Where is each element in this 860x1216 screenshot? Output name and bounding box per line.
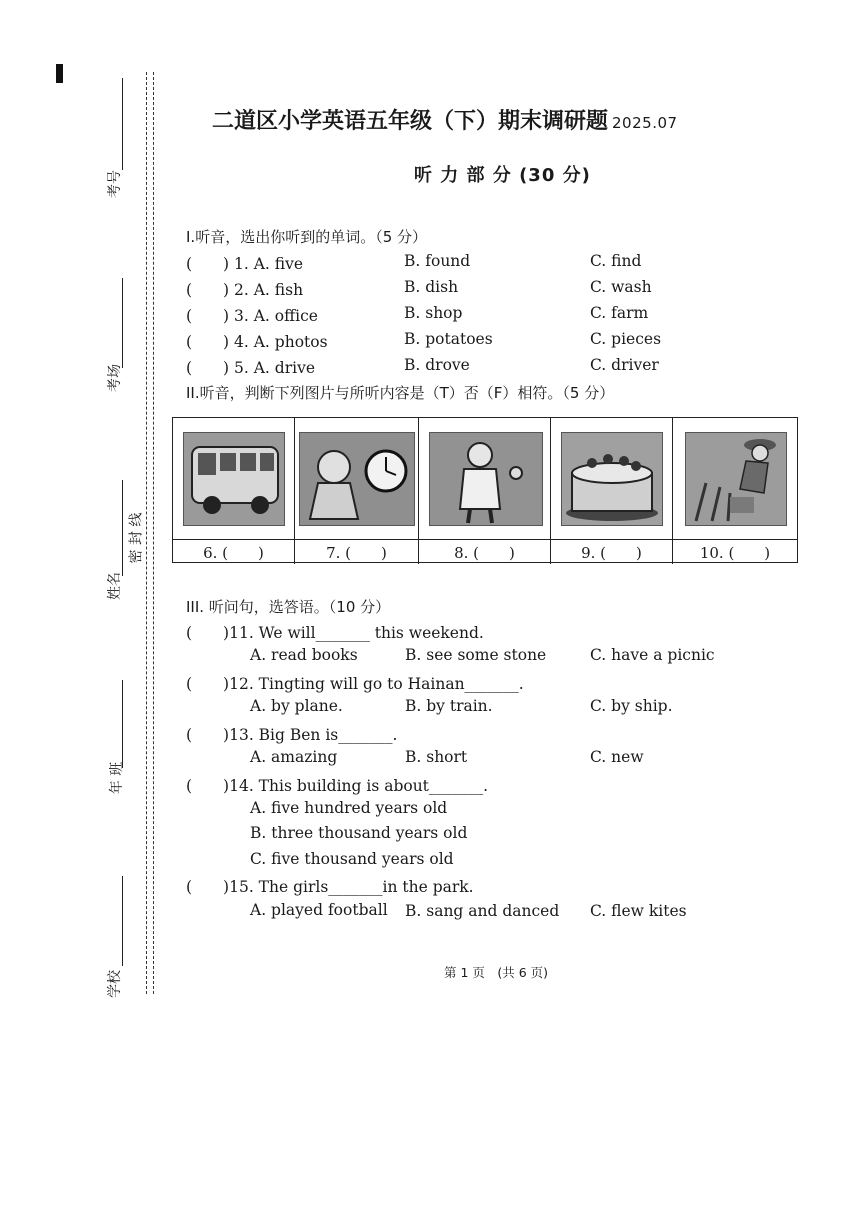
q11-option-a: A. read books [250, 646, 358, 664]
picture-label: 9. ( ) [581, 544, 642, 562]
item-option-b: B. found [404, 252, 471, 270]
q12-option-c: C. by ship. [590, 697, 673, 715]
class-blank [122, 680, 123, 768]
school-label: 学校 [107, 970, 123, 998]
class-label: 年 班 [109, 761, 126, 795]
seal-dashed-line [146, 72, 147, 994]
question-14: ( )14. This building is about_______. [186, 777, 489, 795]
title-text: 二道区小学英语五年级（下）期末调研题 [212, 109, 609, 134]
section1-item [186, 356, 806, 378]
farmer-picture [685, 432, 787, 526]
section1-item [186, 252, 806, 274]
bus-picture [183, 432, 285, 526]
picture-table [172, 417, 798, 563]
picture-cell [419, 418, 551, 564]
item-option-c: C. farm [590, 304, 649, 322]
title-date: 2025.07 [612, 114, 678, 132]
section1-item [186, 304, 806, 326]
item-option-c: C. pieces [590, 330, 662, 348]
q15-option-a: A. played football [250, 901, 388, 919]
exam-room-blank [122, 278, 123, 368]
item-option-c: C. find [590, 252, 642, 270]
item-option-b: B. dish [404, 278, 459, 296]
girl-and-clock-picture [299, 432, 415, 526]
item-question: ( ) 1. A. five [186, 255, 304, 273]
item-option-b: B. shop [404, 304, 463, 322]
item-question: ( ) 4. A. photos [186, 333, 328, 351]
q13-option-b: B. short [405, 748, 468, 766]
question-13: ( )13. Big Ben is_______. [186, 726, 398, 744]
item-option-c: C. wash [590, 278, 652, 296]
section2-heading: II.听音，判断下列图片与所听内容是（T）否（F）相符。（5 分） [186, 384, 615, 402]
item-question: ( ) 2. A. fish [186, 281, 304, 299]
exam-room-label: 考场 [107, 364, 123, 392]
page-footer: 第 1 页 (共 6 页) [444, 965, 549, 980]
q13-option-c: C. new [590, 748, 644, 766]
picture-cell [295, 418, 419, 564]
section1-heading: I.听音，选出你听到的单词。（5 分） [186, 228, 428, 246]
q15-option-b: B. sang and danced [405, 902, 560, 920]
section1-item [186, 330, 806, 352]
picture-label: 8. ( ) [454, 544, 515, 562]
picture-label: 10. ( ) [699, 544, 771, 562]
item-option-c: C. driver [590, 356, 659, 374]
section1-item [186, 278, 806, 300]
q11-option-c: C. have a picnic [590, 646, 715, 664]
q14-option-c: C. five thousand years old [250, 850, 454, 868]
picture-cell [551, 418, 673, 564]
page-title [212, 104, 678, 135]
picture-label: 6. ( ) [203, 544, 264, 562]
q13-option-a: A. amazing [250, 748, 338, 766]
listening-subtitle: 听 力 部 分 (30 分) [414, 165, 591, 186]
corner-mark [56, 64, 63, 83]
question-15: ( )15. The girls_______in the park. [186, 878, 474, 896]
exam-no-label: 考号 [107, 170, 123, 198]
q12-option-b: B. by train. [405, 697, 493, 715]
cake-picture [561, 432, 663, 526]
question-11: ( )11. We will_______ this weekend. [186, 624, 484, 642]
question-12: ( )12. Tingting will go to Hainan_______. [186, 675, 524, 693]
item-question: ( ) 5. A. drive [186, 359, 316, 377]
item-question: ( ) 3. A. office [186, 307, 318, 325]
q11-option-b: B. see some stone [405, 646, 547, 664]
item-option-b: B. drove [404, 356, 470, 374]
seal-line-label: 密 封 线 [128, 512, 145, 564]
q14-option-b: B. three thousand years old [250, 824, 468, 842]
picture-label: 7. ( ) [326, 544, 387, 562]
school-blank [122, 876, 123, 966]
seal-dashed-line-inner [153, 72, 154, 994]
exam-no-blank [122, 78, 123, 170]
doctor-picture [429, 432, 543, 526]
q12-option-a: A. by plane. [250, 697, 343, 715]
item-option-b: B. potatoes [404, 330, 493, 348]
q15-option-c: C. flew kites [590, 902, 687, 920]
name-label: 姓名 [107, 572, 123, 600]
section3-heading: III. 听问句，选答语。（10 分） [186, 598, 391, 616]
q14-option-a: A. five hundred years old [250, 799, 448, 817]
picture-cell [173, 418, 295, 564]
picture-cell [673, 418, 797, 564]
name-blank [122, 480, 123, 576]
